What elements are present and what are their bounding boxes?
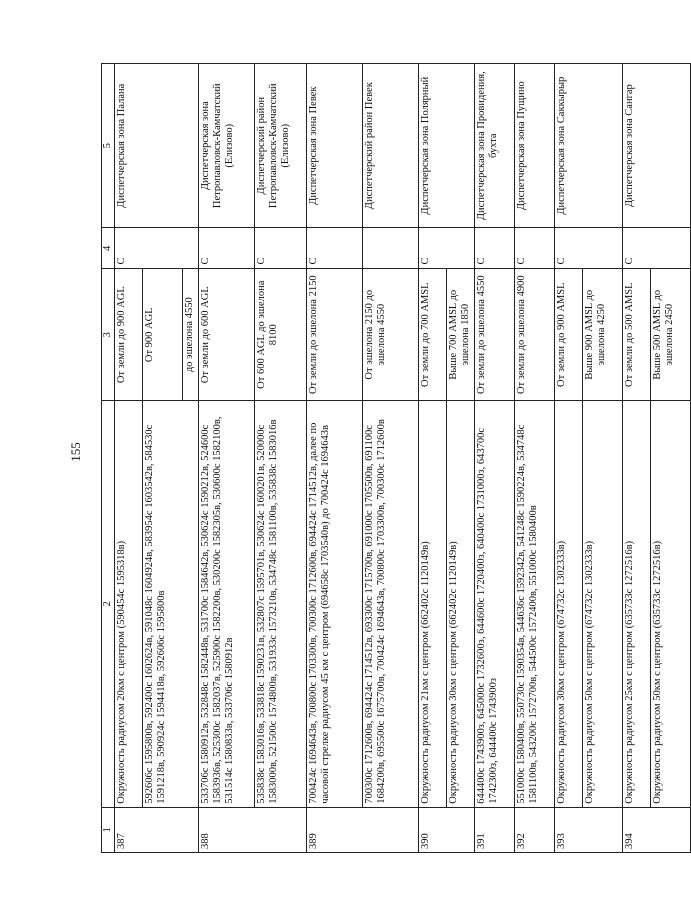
altitude-cell: От земли до 900 AGL	[115, 269, 143, 401]
zone-cell: Диспетчерская зона Провидения, бухта	[475, 64, 515, 228]
altitude-cell: От эшелона 2150 до эшелона 4550	[363, 269, 419, 401]
column-header-row	[102, 64, 115, 853]
table-row	[199, 64, 255, 853]
table-row	[555, 64, 583, 853]
coordinates-cell: 700300с 1712600в, 694424с 1714512в, 693300с 1715700в, 691000с 1705500в, 691100с 1684200в, 695500с 1675700в, 700424с 1694643в, 700800с 1703300в, 700300с 1712600в	[363, 400, 419, 807]
row-number-cell: 393	[555, 807, 623, 852]
column-header: 3	[102, 269, 115, 401]
zone-cell: Диспетчерский район Петропавловск-Камчатский (Елизово)	[255, 64, 307, 228]
class-cell: С	[515, 228, 555, 269]
table-body	[115, 64, 691, 853]
zone-cell: Диспетчерская зона Петропавловск-Камчатский (Елизово)	[199, 64, 255, 228]
table-row	[515, 64, 555, 853]
page-number: 155	[68, 442, 83, 462]
coordinates-cell: Окружность радиусом 30км с центром (662402с 1120149в)	[447, 400, 475, 807]
row-number-cell: 391	[475, 807, 515, 852]
row-number-cell: 390	[419, 807, 475, 852]
altitude-cell: От земли до 700 AMSL	[419, 269, 447, 401]
altitude-cell: Выше 900 AMSL до эшелона 4250	[583, 269, 623, 401]
table-row	[623, 64, 651, 853]
airspace-table	[101, 63, 691, 853]
altitude-cell: От земли до 600 AGL	[199, 269, 255, 401]
coordinates-cell: 700424с 1694643в, 700800с 1703300в, 700300с 1712600в, 694424с 1714512в, далее по часовой стрелке радиусом 45 км с центром (694658с 1703540в) до 700424с 1694643в	[307, 400, 363, 807]
table-row	[363, 64, 419, 853]
altitude-cell: Выше 700 AMSL до эшелона 1850	[447, 269, 475, 401]
class-cell	[363, 228, 419, 269]
column-header: 4	[102, 228, 115, 269]
zone-cell: Диспетчерская зона Пущино	[515, 64, 555, 228]
altitude-cell: От земли до эшелона 4550	[475, 269, 515, 401]
class-cell: С	[199, 228, 255, 269]
coordinates-cell: 533706с 1580912в, 532848с 1582448в, 531700с 1584642в, 530624с 1590212в, 524600с 1583936в, 525300с 1582037в, 525900с 1582200в, 530200с 1582305в, 530600с 1582100в, 531514с 1580833в, 533706с 1580912в	[199, 400, 255, 807]
table-row	[419, 64, 447, 853]
class-cell: С	[115, 228, 199, 269]
column-header: 1	[102, 807, 115, 852]
zone-cell: Диспетчерская зона Певек	[307, 64, 363, 228]
coordinates-cell: Окружность радиусом 50км с центром (674732с 1302333в)	[583, 400, 623, 807]
altitude-cell: От земли до 500 AMSL	[623, 269, 651, 401]
zone-cell: Диспетчерская зона Полярный	[419, 64, 475, 228]
coordinates-cell: Окружность радиусом 21км с центром (662402с 1120149в)	[419, 400, 447, 807]
zone-cell: Диспетчерский район Певек	[363, 64, 419, 228]
class-cell: С	[419, 228, 475, 269]
table-row	[307, 64, 363, 853]
coordinates-cell: 592606с 1595800в, 592400с 1602624в, 591048с 1604924в, 583954с 1603542в, 584530с 1591218в, 590924с 1594418в, 592606с 1595800в	[143, 400, 199, 807]
class-cell: С	[255, 228, 307, 269]
class-cell: С	[555, 228, 623, 269]
row-number-cell: 392	[515, 807, 555, 852]
table-row	[475, 64, 515, 853]
altitude-cell: От земли до эшелона 2150	[307, 269, 363, 401]
column-header: 2	[102, 400, 115, 807]
column-header: 5	[102, 64, 115, 228]
table-row	[255, 64, 307, 853]
table-row	[115, 64, 143, 853]
row-number-cell: 387	[115, 807, 199, 852]
rotated-table-frame	[101, 63, 675, 853]
row-number-cell: 388	[199, 807, 307, 852]
coordinates-cell: Окружность радиусом 50км с центром (635733с 1272516в)	[651, 400, 691, 807]
row-number-cell: 394	[623, 807, 691, 852]
altitude-cell: Выше 500 AMSL до эшелона 2450	[651, 269, 691, 401]
class-cell: С	[475, 228, 515, 269]
coordinates-cell: 644400с 1743900з, 645000с 1732600з, 644600с 1720400з, 640400с 1731000з, 643700с 1742300з, 644400с 1743900з	[475, 400, 515, 807]
altitude-cell: От 900 AGL	[143, 269, 183, 401]
coordinates-cell: Окружность радиусом 30км с центром (674732с 1302333в)	[555, 400, 583, 807]
altitude-cell: От земли до эшелона 4900	[515, 269, 555, 401]
zone-cell: Диспетчерская зона Сангар	[623, 64, 691, 228]
class-cell: С	[623, 228, 691, 269]
altitude-cell: От 600 AGL до эшелона 8100	[255, 269, 307, 401]
class-cell: С	[307, 228, 363, 269]
zone-cell: Диспетчерская зона Саккырыр	[555, 64, 623, 228]
coordinates-cell: 535838с 1583016в, 533818с 1590231в, 532807с 1595701в, 530624с 1600201в, 520000с 1583000в, 521500с 1574800в, 531933с 1573210в, 534748с 1581100в, 535838с 1583016в	[255, 400, 307, 807]
coordinates-cell: Окружность радиусом 20км с центром (590454с 1595318в)	[115, 400, 143, 807]
zone-cell: Диспетчерская зона Палана	[115, 64, 199, 228]
altitude-cell: От земли до 900 AMSL	[555, 269, 583, 401]
coordinates-cell: 551000с 1580400в, 550730с 1590354в, 544636с 1592342в, 541248с 1590224в, 534748с 1581100в, 543200с 1572700в, 544500с 1572400в, 551000с 1580400в	[515, 400, 555, 807]
coordinates-cell: Окружность радиусом 25км с центром (635733с 1272516в)	[623, 400, 651, 807]
row-number-cell: 389	[307, 807, 419, 852]
altitude-cell: до эшелона 4550	[183, 269, 199, 401]
